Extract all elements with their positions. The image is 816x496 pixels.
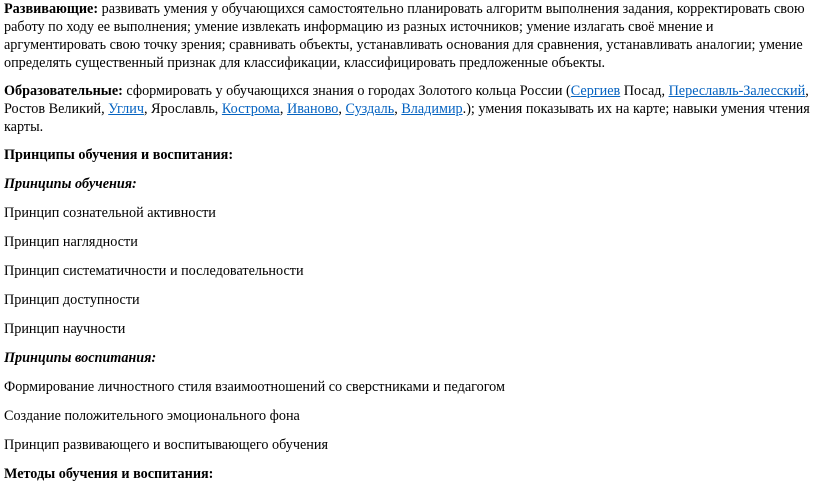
educational-goals-text-end: .); умения показывать их на карте; навыки умения чтения карты.	[4, 101, 810, 135]
link-uglich[interactable]: Углич	[108, 101, 144, 117]
educational-goals-paragraph	[4, 82, 812, 136]
developmental-goals-text: развивать умения у обучающихся самостоятельно планировать алгоритм выполнения задания, корректировать свою работу по ходу ее выполнения; умение извлекать информацию из разных источников; умение излагать своё мнение и аргументировать свою точку зрения; сравнивать объекты, устанавливать основания для сравнения, устанавливать аналогии; умение определять существенный признак для классификации, классифицировать предложенные объекты.	[4, 1, 805, 71]
teaching-principle-item: Принцип научности	[4, 321, 126, 337]
upbringing-principle-item: Создание положительного эмоционального фона	[4, 408, 300, 424]
link-sergiev[interactable]: Сергиев	[570, 83, 621, 99]
text-posad: Посад,	[620, 83, 669, 99]
methods-heading: Методы обучения и воспитания:	[4, 466, 214, 482]
developmental-goals-paragraph	[4, 0, 812, 72]
upbringing-principle-item: Принцип развивающего и воспитывающего обучения	[4, 437, 329, 453]
teaching-principle-item: Принцип наглядности	[4, 234, 138, 250]
upbringing-principle-item: Формирование личностного стиля взаимоотношений со сверстниками и педагогом	[4, 379, 505, 395]
link-kostroma[interactable]: Кострома	[221, 101, 280, 117]
educational-goals-text: сформировать у обучающихся знания о городах Золотого кольца России (	[122, 83, 571, 99]
separator-text: ,	[338, 101, 346, 117]
teaching-principle-item: Принцип сознательной активности	[4, 205, 216, 221]
link-ivanovo[interactable]: Иваново	[286, 101, 339, 117]
teaching-principles-heading: Принципы обучения:	[4, 176, 137, 192]
teaching-principle-item: Принцип доступности	[4, 292, 140, 308]
teaching-principle-item: Принцип систематичности и последовательности	[4, 263, 304, 279]
educational-goals-label: Образовательные:	[4, 83, 123, 99]
text-rostov: Ростов Великий,	[4, 101, 109, 117]
link-pereslavl-zalessky[interactable]: Переславль-Залесский	[668, 83, 806, 99]
separator-text: ,	[394, 101, 402, 117]
link-suzdal[interactable]: Суздаль	[345, 101, 395, 117]
separator-text: , Ярославль,	[143, 101, 222, 117]
developmental-goals-label: Развивающие:	[4, 1, 99, 17]
upbringing-principles-heading: Принципы воспитания:	[4, 350, 157, 366]
separator-text: ,	[805, 83, 809, 99]
principles-heading: Принципы обучения и воспитания:	[4, 147, 234, 163]
separator-text: ,	[279, 101, 287, 117]
link-vladimir[interactable]: Владимир	[401, 101, 463, 117]
